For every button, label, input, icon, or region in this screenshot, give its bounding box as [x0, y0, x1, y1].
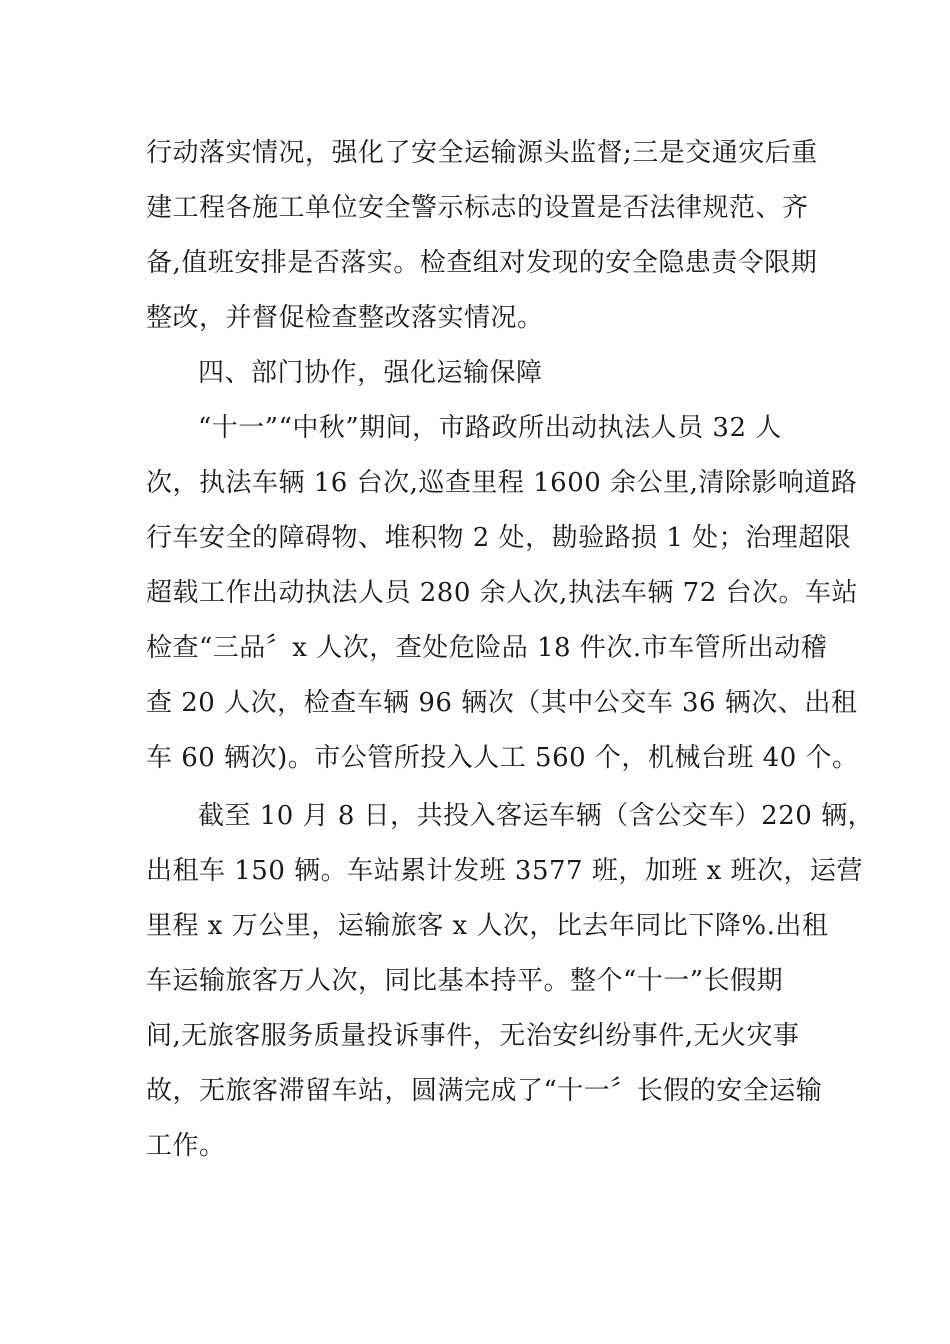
text-line: 次，执法车辆 16 台次,巡查里程 1600 余公里,清除影响道路	[146, 468, 858, 498]
text-line: 工作。	[146, 1131, 226, 1161]
text-line: 车运输旅客万人次，同比基本持平。整个“十一”长假期	[146, 966, 784, 996]
text-line: 查 20 人次，检查车辆 96 辆次（其中公交车 36 辆次、出租	[146, 688, 858, 718]
text-line: 超载工作出动执法人员 280 余人次,执法车辆 72 台次。车站	[146, 578, 859, 608]
paragraph-dispatch	[146, 401, 859, 786]
text-line: 里程 x 万公里，运输旅客 x 人次，比去年同比下降%.出租	[146, 911, 829, 941]
text-line: 故，无旅客滞留车站，圆满完成了“十一〞长假的安全运输	[146, 1076, 823, 1106]
text-line: 截至 10 月 8 日，共投入客运车辆（含公交车）220 辆，	[198, 801, 875, 831]
document-body	[146, 126, 875, 1174]
text-line: 整改，并督促检查整改落实情况。	[146, 303, 544, 333]
section-heading: 四、部门协作，强化运输保障	[198, 358, 543, 388]
text-line: 建工程各施工单位安全警示标志的设置是否法律规范、齐	[146, 193, 809, 223]
text-line: 车 60 辆次)。市公管所投入人工 560 个，机械台班 40 个。	[146, 743, 859, 773]
text-line: 检查“三品〞x 人次，查处危险品 18 件次.市车管所出动稽	[146, 633, 828, 663]
text-line: 出租车 150 辆。车站累计发班 3577 班，加班 x 班次，运营	[146, 856, 864, 886]
text-line: 行动落实情况，强化了安全运输源头监督;三是交通灾后重	[146, 138, 818, 168]
text-line: 间,无旅客服务质量投诉事件，无治安纠纷事件,无火灾事	[146, 1021, 800, 1051]
text-line: 行车安全的障碍物、堆积物 2 处，勘验路损 1 处；治理超限	[146, 523, 852, 553]
paragraph-continued	[146, 126, 818, 346]
paragraph-summary	[146, 789, 875, 1174]
text-line: “十一”“中秋”期间，市路政所出动执法人员 32 人	[198, 413, 782, 443]
text-line: 备,值班安排是否落实。检查组对发现的安全隐患责令限期	[146, 248, 818, 278]
